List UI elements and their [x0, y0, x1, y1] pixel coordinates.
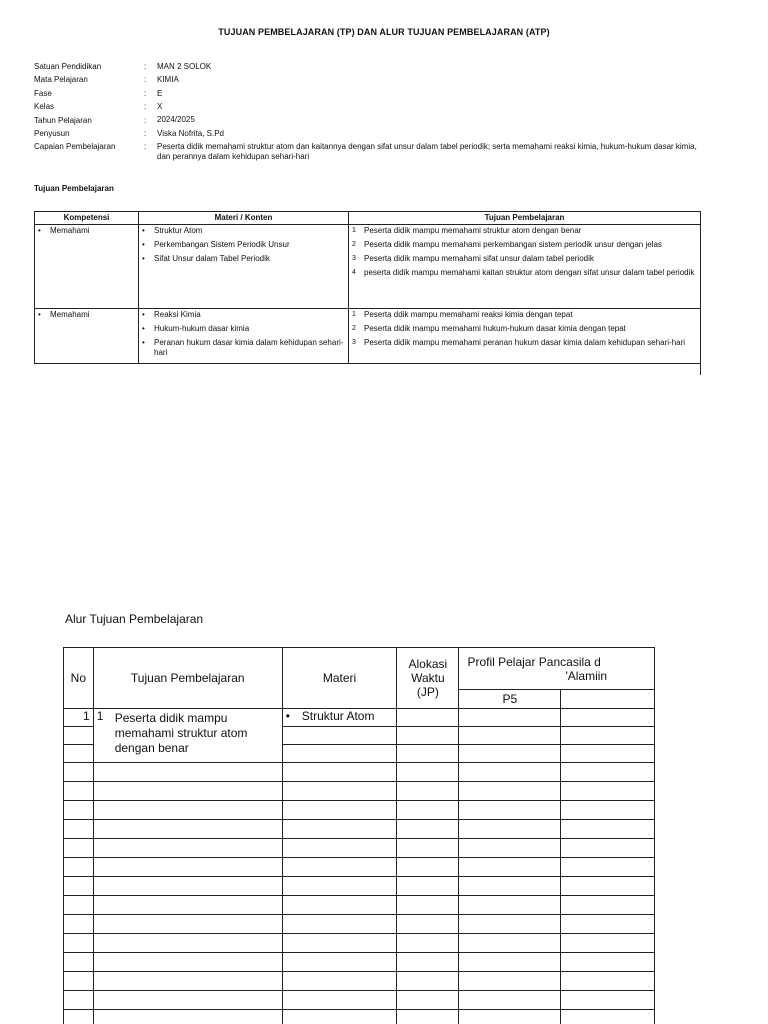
atp-cell: [64, 839, 94, 858]
atp-cell: [459, 763, 561, 782]
info-row-penyusun: [34, 127, 714, 140]
atp-header-materi: Materi: [282, 648, 397, 709]
atp-cell: [64, 877, 94, 896]
atp-cell: [561, 1010, 655, 1024]
atp-cell: [397, 915, 459, 934]
atp-cell: [282, 972, 397, 991]
materi-item: Sifat Unsur dalam Tabel Periodik: [154, 254, 270, 263]
atp-cell: [459, 727, 561, 745]
info-value: Viska Nofrita, S.Pd: [157, 128, 224, 138]
atp-materi-text: Struktur Atom: [301, 709, 375, 723]
atp-table: [63, 647, 655, 1024]
atp-materi-cell: [282, 709, 397, 727]
atp-cell: [397, 896, 459, 915]
bullet-icon: •: [38, 310, 41, 319]
atp-cell: [459, 991, 561, 1010]
materi-cell: [139, 225, 349, 309]
atp-cell: [561, 953, 655, 972]
atp-cell: [561, 877, 655, 896]
atp-cell: [282, 991, 397, 1010]
tujuan-item: Peserta didik mampu memahami sifat unsur dalam tabel periodik: [364, 254, 594, 263]
atp-cell: [93, 896, 282, 915]
atp-cell: [397, 745, 459, 763]
profil-line-2: 'Alamiin: [565, 668, 608, 683]
info-value: E: [157, 88, 163, 98]
materi-item: Perkembangan Sistem Periodik Unsur: [154, 240, 290, 249]
table-row: [64, 782, 655, 801]
atp-row-no: 1: [64, 709, 94, 727]
header-tujuan: Tujuan Pembelajaran: [349, 212, 701, 225]
tujuan-number: 4: [352, 269, 356, 276]
atp-cell: [282, 953, 397, 972]
atp-cell: [282, 801, 397, 820]
atp-cell: [397, 801, 459, 820]
atp-cell: [459, 858, 561, 877]
tujuan-number: 2: [352, 241, 356, 248]
info-row-kelas: [34, 100, 714, 113]
info-value: MAN 2 SOLOK: [157, 61, 212, 71]
info-row-satuan: [34, 60, 714, 73]
tujuan-item: Peserta didik mampu memahami hukum-hukum dasar kimia dengan tepat: [364, 324, 626, 333]
atp-cell: [561, 991, 655, 1010]
atp-cell: [397, 953, 459, 972]
tujuan-cell: [349, 309, 701, 364]
atp-cell: [459, 839, 561, 858]
atp-cell: [397, 972, 459, 991]
table-row: [64, 915, 655, 934]
atp-cell: [282, 896, 397, 915]
atp-cell: [64, 972, 94, 991]
tp-table: [34, 211, 701, 364]
atp-cell: [93, 953, 282, 972]
atp-cell: [561, 839, 655, 858]
atp-cell: [561, 896, 655, 915]
atp-cell: [397, 782, 459, 801]
atp-cell: [397, 934, 459, 953]
table-row: [64, 709, 655, 727]
atp-cell: [93, 782, 282, 801]
atp-cell: [282, 858, 397, 877]
atp-cell: [93, 820, 282, 839]
atp-header-no: No: [64, 648, 94, 709]
tujuan-item: peserta didik mampu memahami kaitan struktur atom dengan sifat unsur dalam tabel periodik: [364, 268, 695, 277]
info-value: Peserta didik memahami struktur atom dan kaitannya dengan sifat unsur dalam tabel periodik; serta memahami reaksi kimia, hukum-hukum dasar kimia, dan perannya dalam kehidupan sehari-hari: [157, 142, 697, 162]
bullet-icon: •: [38, 226, 41, 235]
atp-cell: [64, 801, 94, 820]
atp-cell: [93, 839, 282, 858]
atp-cell: [64, 763, 94, 782]
table-row: [64, 934, 655, 953]
info-colon: :: [144, 115, 147, 125]
bullet-icon: •: [142, 310, 145, 319]
tujuan-item: Peserta didik mampu memahami struktur atom dengan benar: [364, 226, 582, 235]
info-label: Tahun Pelajaran: [34, 115, 92, 125]
info-colon: :: [144, 62, 147, 71]
atp-cell: [561, 915, 655, 934]
table-row: [64, 991, 655, 1010]
atp-cell: [561, 745, 655, 763]
atp-cell: [93, 763, 282, 782]
atp-cell: [397, 709, 459, 727]
info-label: Penyusun: [34, 129, 70, 139]
atp-tujuan-cell: [93, 709, 282, 763]
bullet-icon: •: [142, 226, 145, 235]
info-row-mapel: [34, 73, 714, 86]
atp-cell: [282, 745, 397, 763]
kompetensi-cell: [35, 225, 139, 309]
atp-cell: [64, 953, 94, 972]
table-row: [64, 877, 655, 896]
header-materi: Materi / Konten: [139, 212, 349, 225]
info-label: Mata Pelajaran: [34, 75, 88, 85]
identity-info: [34, 60, 714, 162]
table-row: [35, 225, 701, 309]
atp-cell: [282, 915, 397, 934]
atp-cell: [561, 972, 655, 991]
info-label: Fase: [34, 88, 52, 98]
table-row: [35, 309, 701, 364]
atp-cell: [397, 839, 459, 858]
table-row: [64, 839, 655, 858]
info-row-tahun: [34, 114, 714, 127]
atp-cell: [561, 934, 655, 953]
info-colon: :: [144, 142, 147, 152]
bullet-icon: •: [142, 254, 145, 263]
tujuan-number: 2: [352, 325, 356, 332]
atp-cell: [561, 727, 655, 745]
atp-cell: [93, 877, 282, 896]
atp-cell: [459, 801, 561, 820]
atp-cell: [561, 763, 655, 782]
atp-cell: [561, 801, 655, 820]
atp-cell: [93, 858, 282, 877]
atp-cell: [397, 858, 459, 877]
atp-cell: [93, 991, 282, 1010]
atp-cell: [282, 782, 397, 801]
table-row: [64, 858, 655, 877]
atp-cell: [459, 782, 561, 801]
atp-cell: [282, 820, 397, 839]
info-label: Capaian Pembelajaran: [34, 142, 116, 152]
info-label: Kelas: [34, 102, 55, 112]
tujuan-item: Peserta didik mampu memahami perkembangan sistem periodik unsur dengan jelas: [364, 240, 662, 249]
bullet-icon: •: [285, 709, 290, 723]
atp-cell: [282, 763, 397, 782]
atp-header-profil: [459, 648, 655, 690]
table-row: [64, 953, 655, 972]
atp-cell: [397, 727, 459, 745]
atp-cell: [64, 915, 94, 934]
atp-cell: [282, 727, 397, 745]
section-heading-tp: Tujuan Pembelajaran: [34, 184, 114, 193]
atp-cell: [93, 1010, 282, 1024]
atp-cell: [459, 745, 561, 763]
atp-cell: [397, 820, 459, 839]
atp-cell: [64, 782, 94, 801]
atp-cell: [397, 991, 459, 1010]
tujuan-item: Peserta didik mampu memahami peranan hukum dasar kimia dalam kehidupan sehari-hari: [364, 338, 686, 347]
atp-cell: [64, 727, 94, 745]
tujuan-number: 1: [352, 311, 356, 318]
atp-header-tujuan: Tujuan Pembelajaran: [93, 648, 282, 709]
atp-header-alokasi: Alokasi Waktu (JP): [397, 648, 459, 709]
atp-cell: [64, 745, 94, 763]
atp-cell: [459, 877, 561, 896]
atp-cell: [282, 934, 397, 953]
info-colon: :: [144, 102, 147, 112]
atp-cell: [561, 782, 655, 801]
profil-line-1: Profil Pelajar Pancasila d: [467, 654, 601, 669]
atp-cell: [459, 820, 561, 839]
atp-cell: [459, 896, 561, 915]
table-row: [64, 763, 655, 782]
atp-cell: [561, 709, 655, 727]
atp-cell: [397, 877, 459, 896]
kompetensi-text: Memahami: [50, 226, 90, 235]
tujuan-number: 3: [352, 339, 356, 346]
info-value: 2024/2025: [157, 115, 195, 125]
table-row: [64, 972, 655, 991]
document-title: TUJUAN PEMBELAJARAN (TP) DAN ALUR TUJUAN PEMBELAJARAN (ATP): [218, 27, 550, 37]
tujuan-cell: [349, 225, 701, 309]
table-row: [64, 1010, 655, 1024]
atp-cell: [397, 1010, 459, 1024]
kompetensi-text: Memahami: [50, 310, 90, 319]
info-colon: :: [144, 129, 147, 139]
atp-cell: [459, 953, 561, 972]
tujuan-number: 1: [352, 227, 356, 234]
info-value: X: [157, 101, 163, 111]
tujuan-item: Peserta ddik mampu memahami reaksi kimia dengan tepat: [364, 310, 573, 319]
kompetensi-cell: [35, 309, 139, 364]
section-heading-atp: Alur Tujuan Pembelajaran: [65, 612, 204, 626]
atp-cell: [64, 934, 94, 953]
table-row: [64, 820, 655, 839]
bullet-icon: •: [142, 324, 145, 333]
bullet-icon: •: [142, 240, 145, 249]
atp-cell: [93, 934, 282, 953]
atp-header-p5: P5: [459, 690, 561, 709]
table-row: [64, 896, 655, 915]
atp-header-row: [64, 648, 655, 690]
info-value: KIMIA: [157, 75, 179, 85]
tujuan-number: 3: [352, 255, 356, 262]
atp-cell: [459, 709, 561, 727]
table-border-stub: [700, 362, 701, 375]
atp-cell: [459, 915, 561, 934]
materi-item: Reaksi Kimia: [154, 310, 201, 319]
atp-cell: [93, 915, 282, 934]
materi-cell: [139, 309, 349, 364]
atp-cell: [64, 820, 94, 839]
atp-cell: [282, 877, 397, 896]
atp-cell: [561, 858, 655, 877]
atp-cell: [397, 763, 459, 782]
atp-cell: [64, 991, 94, 1010]
info-label: Satuan Pendidikan: [34, 62, 102, 71]
atp-cell: [64, 858, 94, 877]
atp-table-viewport: [63, 647, 655, 1024]
atp-cell: [459, 1010, 561, 1024]
atp-tujuan-number: 1: [96, 709, 104, 723]
header-kompetensi: Kompetensi: [35, 212, 139, 225]
atp-cell: [561, 820, 655, 839]
atp-cell: [64, 1010, 94, 1024]
atp-cell: [561, 690, 655, 709]
atp-tujuan-text: Peserta didik mampu memahami struktur atom dengan benar: [114, 711, 248, 755]
info-colon: :: [144, 75, 147, 85]
materi-item: Peranan hukum dasar kimia dalam kehidupan sehari-hari: [154, 338, 344, 357]
bullet-icon: •: [142, 338, 145, 347]
table-row: [64, 801, 655, 820]
atp-cell: [282, 839, 397, 858]
atp-cell: [459, 972, 561, 991]
materi-item: Hukum-hukum dasar kimia: [154, 324, 250, 333]
info-colon: :: [144, 88, 147, 98]
tp-table-header: [35, 212, 701, 225]
materi-item: Struktur Atom: [154, 226, 203, 235]
info-row-fase: [34, 87, 714, 100]
atp-cell: [282, 1010, 397, 1024]
atp-cell: [93, 972, 282, 991]
atp-cell: [459, 934, 561, 953]
info-row-capaian: [34, 140, 714, 162]
atp-cell: [93, 801, 282, 820]
atp-cell: [64, 896, 94, 915]
